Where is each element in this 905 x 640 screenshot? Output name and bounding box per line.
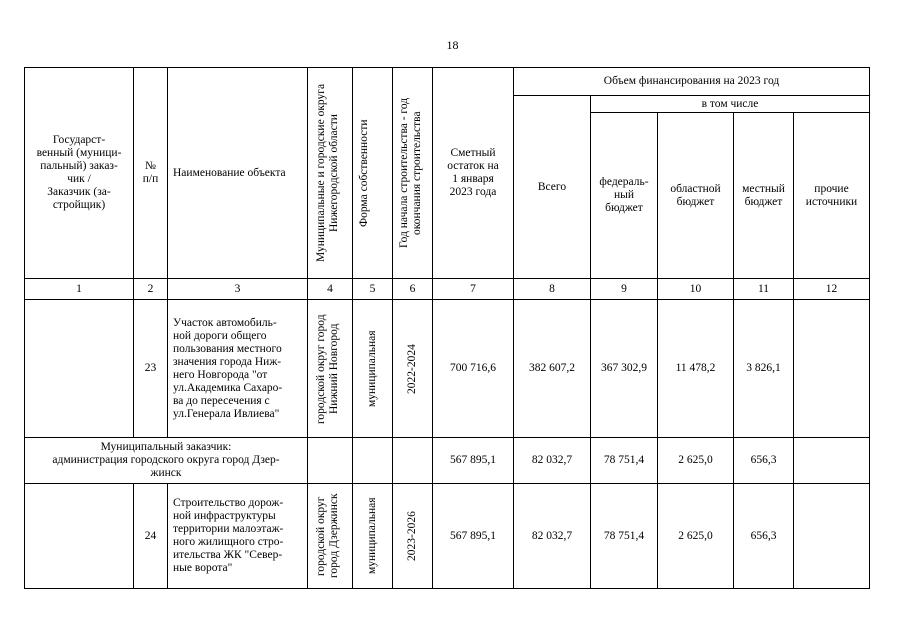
total-value: 382 607,2 [514, 300, 591, 438]
header-years-text: Год начала строительства - год окончания строительства [397, 97, 423, 249]
column-numbers-row [25, 279, 870, 300]
district-cell [308, 300, 353, 438]
years-cell [393, 484, 433, 589]
column-number: 5 [353, 279, 393, 300]
column-number: 7 [433, 279, 514, 300]
header-federal: федераль- ный бюджет [591, 113, 658, 279]
local-value: 656,3 [734, 438, 794, 484]
district-text: городской округ город Нижний Новгород [315, 313, 340, 424]
header-district-text: Муниципальные и городские округа Нижегородской области [315, 83, 340, 263]
header-ownership-text: Форма собственности [357, 119, 370, 227]
regional-value: 2 625,0 [658, 438, 734, 484]
header-financing-group: Объем финансирования на 2023 год [514, 68, 870, 96]
federal-value: 78 751,4 [591, 438, 658, 484]
column-number: 10 [658, 279, 734, 300]
header-number: № п/п [134, 68, 168, 279]
other-value [794, 438, 870, 484]
page-number: 18 [446, 38, 459, 52]
regional-value: 11 478,2 [658, 300, 734, 438]
remainder-value: 567 895,1 [433, 484, 514, 589]
header-years [393, 68, 433, 279]
table-row [25, 484, 870, 589]
column-number: 8 [514, 279, 591, 300]
column-number: 6 [393, 279, 433, 300]
other-value [794, 300, 870, 438]
row-number: 24 [134, 484, 168, 589]
column-number: 3 [168, 279, 308, 300]
header-remainder: Сметный остаток на 1 января 2023 года [433, 68, 514, 279]
ownership-cell [353, 438, 393, 484]
header-ownership [353, 68, 393, 279]
header-including-group: в том числе [591, 96, 870, 113]
row-number: 23 [134, 300, 168, 438]
ownership-text: муниципальная [365, 497, 378, 575]
district-cell [308, 438, 353, 484]
years-cell [393, 300, 433, 438]
district-text: городской округ город Дзержинск [315, 493, 340, 579]
regional-value: 2 625,0 [658, 484, 734, 589]
financing-table [24, 67, 870, 589]
years-cell [393, 438, 433, 484]
ownership-cell [353, 300, 393, 438]
column-number: 11 [734, 279, 794, 300]
header-customer: Государст- венный (муници- пальный) заказ- чик / Заказчик (за- стройщик) [25, 68, 134, 279]
ownership-cell [353, 484, 393, 589]
ownership-text: муниципальная [365, 330, 378, 407]
customer-cell [25, 300, 134, 438]
header-regional: областной бюджет [658, 113, 734, 279]
header-object-name: Наименование объекта [168, 68, 308, 279]
local-value: 3 826,1 [734, 300, 794, 438]
header-district [308, 68, 353, 279]
other-value [794, 484, 870, 589]
header-other: прочие источники [794, 113, 870, 279]
remainder-value: 567 895,1 [433, 438, 514, 484]
federal-value: 367 302,9 [591, 300, 658, 438]
column-number: 2 [134, 279, 168, 300]
district-cell [308, 484, 353, 589]
total-value: 82 032,7 [514, 438, 591, 484]
header-local: местный бюджет [734, 113, 794, 279]
column-number: 4 [308, 279, 353, 300]
object-name: Участок автомобиль- ной дороги общего пользования местного значения города Ниж- него Новгорода "от ул.Академика Сахаро- ва до пересечения с ул.Генерала Ивлиева" [168, 300, 308, 438]
federal-value: 78 751,4 [591, 484, 658, 589]
total-value: 82 032,7 [514, 484, 591, 589]
object-name: Строительство дорож- ной инфраструктуры территории малоэтаж- ного жилищного стро- ительства ЖК "Север- ные ворота" [168, 484, 308, 589]
years-text: 2023-2026 [405, 511, 418, 561]
local-value: 656,3 [734, 484, 794, 589]
years-text: 2022-2024 [405, 343, 418, 394]
column-number: 12 [794, 279, 870, 300]
table-row [25, 300, 870, 438]
column-number: 9 [591, 279, 658, 300]
remainder-value: 700 716,6 [433, 300, 514, 438]
customer-cell [25, 484, 134, 589]
customer-row [25, 438, 870, 484]
header-total: Всего [514, 96, 591, 279]
customer-label: Муниципальный заказчик: администрация городского округа город Дзер- жинск [25, 438, 308, 484]
column-number: 1 [25, 279, 134, 300]
